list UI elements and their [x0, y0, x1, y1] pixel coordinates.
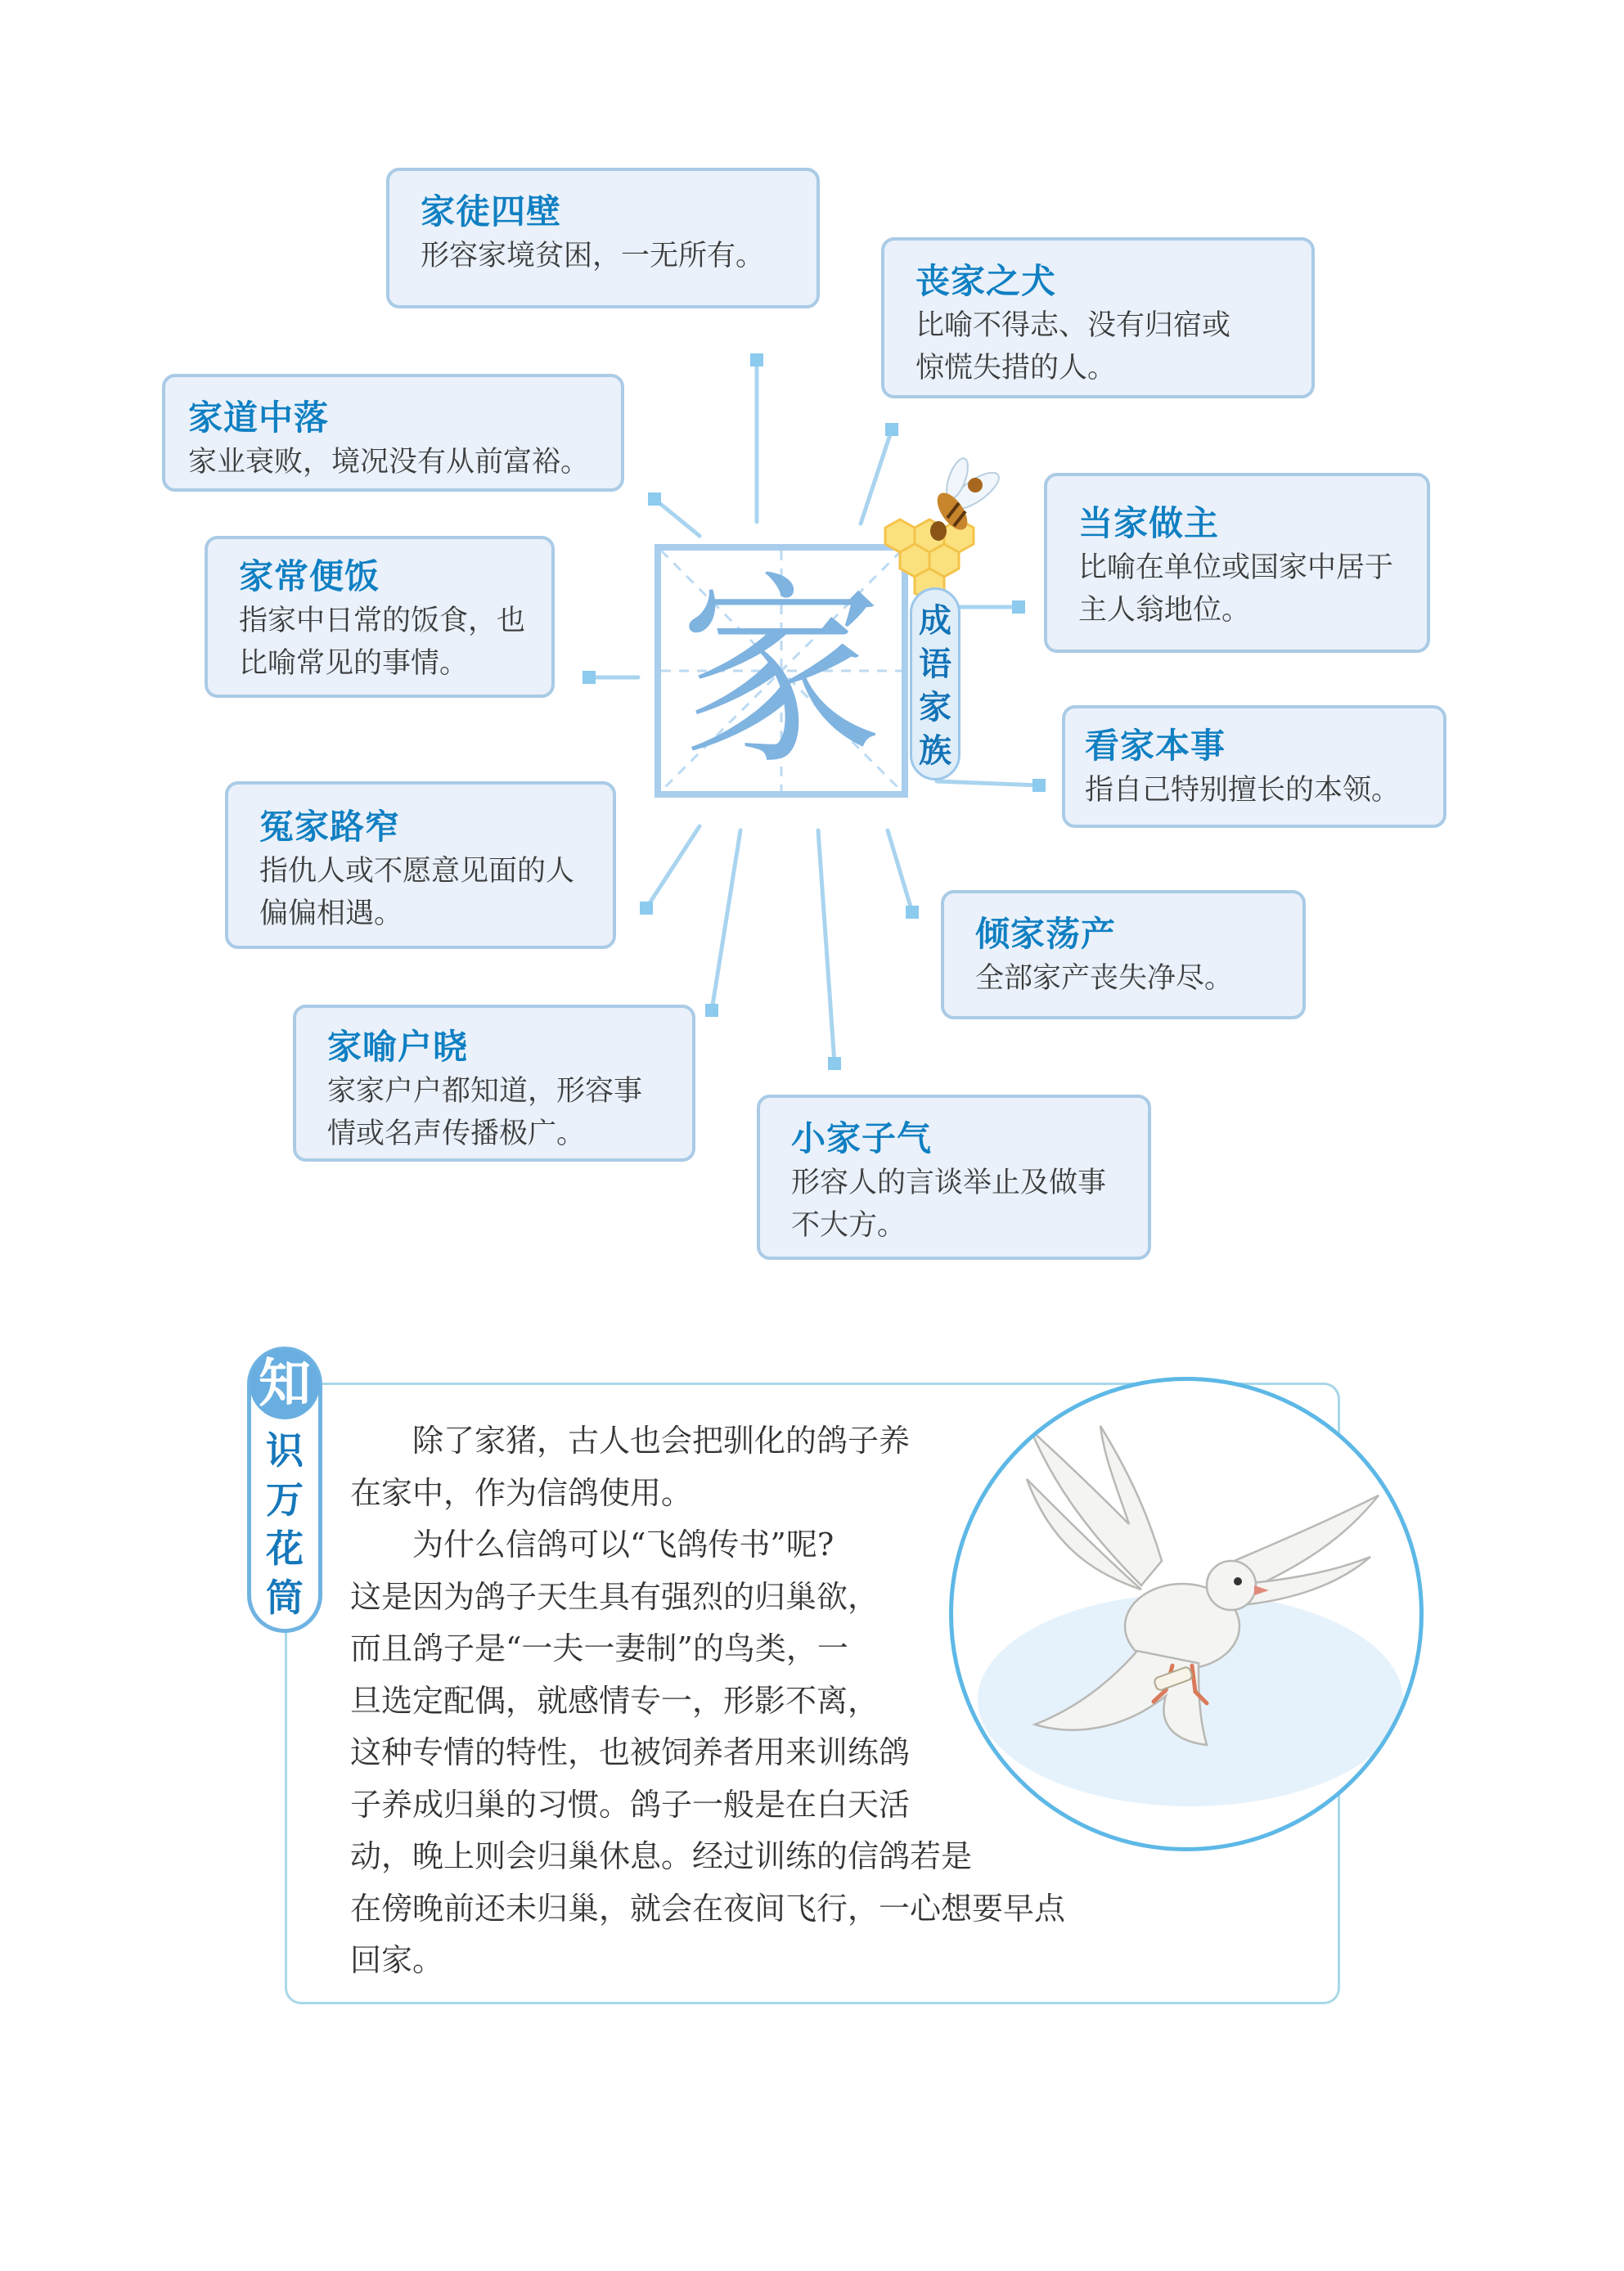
idiom-desc: 比喻在单位或国家中居于 — [1078, 551, 1394, 584]
idiom-title: 丧家之犬 — [915, 261, 1057, 301]
connector-dot — [1012, 600, 1025, 614]
idiom-desc: 家家户户都知道，形容事 — [327, 1075, 643, 1108]
idiom-title: 看家本事 — [1085, 726, 1226, 766]
connector-line — [712, 830, 740, 1010]
idiom-desc: 形容人的言谈举止及做事 — [791, 1167, 1107, 1199]
text-line: 旦选定配偶，就感情专一，形影不离， — [350, 1682, 879, 1719]
connector-dot — [750, 353, 763, 367]
text-line: 为什么信鸽可以“飞鸽传书”呢? — [350, 1527, 834, 1563]
idiom-desc: 比喻常见的事情。 — [239, 647, 469, 680]
dove-illustration-circle — [949, 1377, 1424, 1851]
knowledge-paragraph — [350, 1415, 1065, 1987]
connector-line — [818, 830, 834, 1064]
connector-dot — [583, 671, 596, 684]
idiom-title: 当家做主 — [1078, 503, 1220, 543]
text-line: 这种专情的特性，也被饲养者用来训练鸽 — [350, 1734, 911, 1770]
connector-dot — [828, 1057, 841, 1070]
idiom-card-jia-tu-si-bi — [386, 168, 820, 308]
idiom-title: 小家子气 — [791, 1118, 933, 1158]
text-line: 回家。 — [350, 1942, 444, 1978]
idiom-desc: 比喻不得志、没有归宿或 — [915, 309, 1231, 342]
idiom-desc: 偏偏相遇。 — [259, 897, 403, 930]
idiom-card-yuan-jia-lu-zhai — [225, 781, 616, 949]
idiom-title: 冤家路窄 — [259, 807, 401, 847]
idiom-card-kan-jia-ben-shi — [1062, 705, 1446, 828]
knowledge-tab-first-char: 知 — [250, 1349, 320, 1419]
text-line: 而且鸽子是“一夫一妻制”的鸟类，一 — [350, 1630, 848, 1666]
idiom-desc: 惊慌失措的人。 — [915, 352, 1117, 384]
idiom-desc: 指家中日常的饭食，也 — [239, 605, 526, 637]
connector-dot — [885, 423, 898, 436]
idiom-card-qing-jia-dang-chan — [941, 890, 1306, 1019]
idiom-card-dang-jia-zuo-zhu — [1044, 473, 1430, 653]
idiom-card-jia-dao-zhong-luo — [162, 374, 624, 492]
connector-line — [888, 830, 912, 912]
connector-dot — [640, 902, 653, 915]
text-line: 动，晚上则会归巢休息。经过训练的信鸽若是 — [350, 1838, 973, 1874]
idiom-desc: 指仇人或不愿意见面的人 — [259, 855, 575, 888]
text-line: 在家中，作为信鸽使用。 — [350, 1474, 693, 1511]
idiom-family-tag-text: 成语家族 — [919, 602, 951, 770]
idiom-desc: 家业衰败，境况没有从前富裕。 — [188, 446, 590, 479]
text-line: 在傍晚前还未归巢，就会在夜间飞行，一心想要早点 — [350, 1890, 1066, 1927]
idiom-desc: 指自己特别擅长的本领。 — [1085, 774, 1401, 807]
idiom-card-jia-yu-hu-xiao — [293, 1005, 695, 1162]
idiom-card-sang-jia-zhi-quan — [881, 237, 1315, 398]
center-character: 家 — [679, 554, 884, 792]
idiom-desc: 情或名声传播极广。 — [327, 1118, 586, 1150]
knowledge-tab — [247, 1347, 322, 1633]
bee-honeycomb-icon — [861, 446, 1004, 601]
idiom-title: 家喻户晓 — [327, 1027, 469, 1067]
dove-icon — [953, 1381, 1419, 1847]
connector-line — [646, 826, 700, 908]
idiom-card-xiao-jia-zi-qi — [757, 1095, 1151, 1260]
connector-line — [655, 499, 700, 536]
idiom-desc: 形容家境贫困，一无所有。 — [421, 240, 765, 272]
idiom-desc: 全部家产丧失净尽。 — [975, 962, 1234, 995]
connector-dot — [705, 1004, 718, 1017]
idiom-card-jia-chang-bian-fan — [205, 536, 555, 698]
idiom-desc: 主人翁地位。 — [1078, 594, 1251, 627]
idiom-title: 家道中落 — [188, 398, 330, 438]
knowledge-tab-title: 识万花筒 — [266, 1428, 304, 1620]
text-line: 除了家猪，古人也会把驯化的鸽子养 — [350, 1423, 911, 1459]
idiom-title: 倾家荡产 — [975, 914, 1117, 954]
connector-dot — [648, 492, 661, 506]
idiom-title: 家常便饭 — [239, 556, 380, 596]
connector-line — [937, 781, 1039, 785]
idiom-family-tag — [910, 587, 960, 780]
text-line: 子养成归巢的习惯。鸽子一般是在白天活 — [350, 1786, 911, 1823]
idiom-desc: 不大方。 — [791, 1209, 906, 1242]
connector-dot — [906, 906, 919, 919]
text-line: 这是因为鸽子天生具有强烈的归巢欲， — [350, 1578, 879, 1615]
idiom-title: 家徒四壁 — [421, 191, 562, 232]
connector-dot — [1032, 779, 1046, 792]
